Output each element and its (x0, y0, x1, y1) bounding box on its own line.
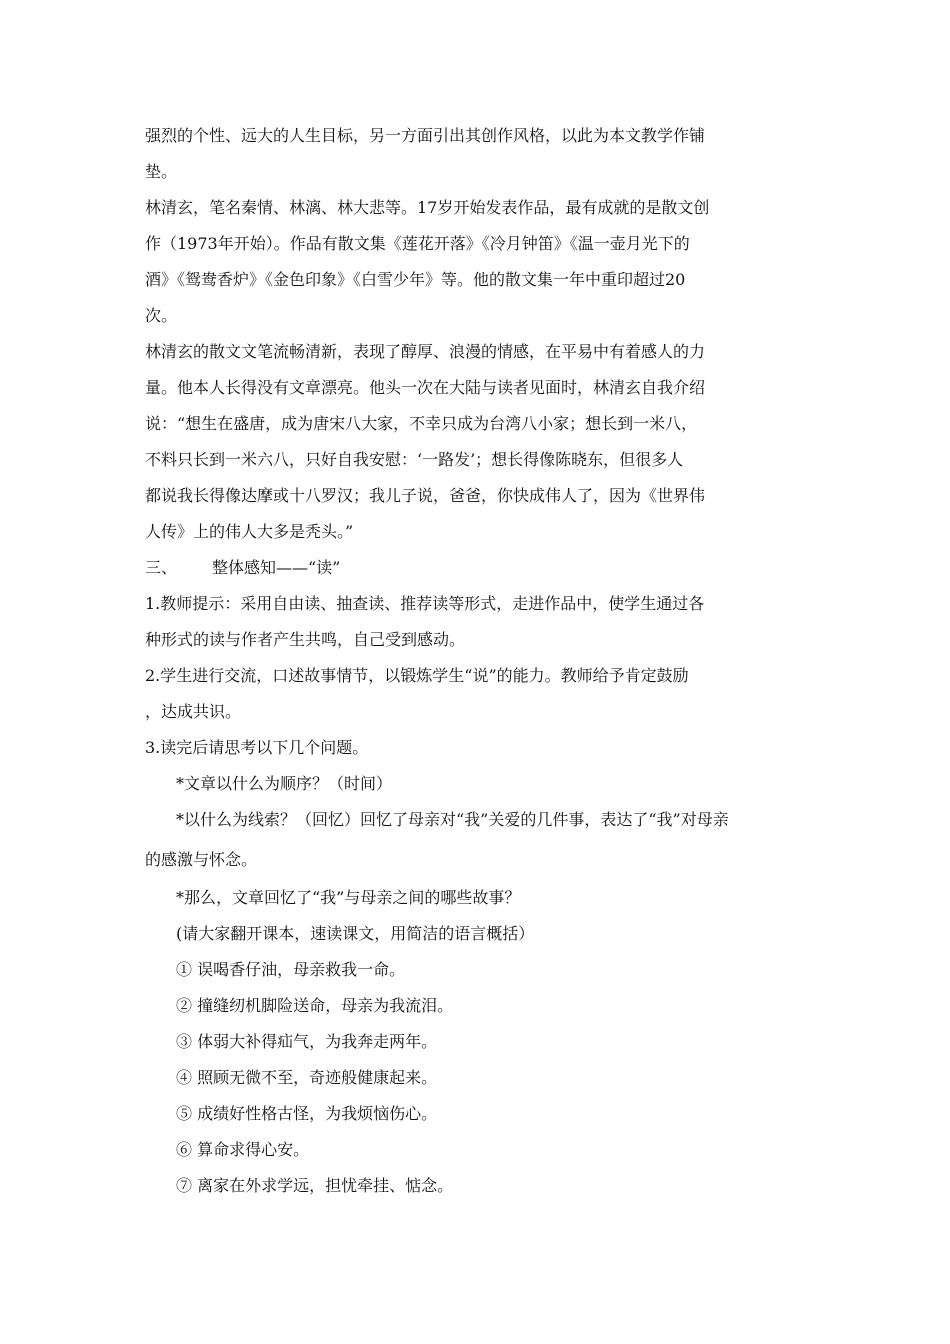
paragraph-line: 量。他本人长得没有文章漂亮。他头一次在大陆与读者见面时，林清玄自我介绍 (145, 378, 706, 397)
list-item: 1.教师提示：采用自由读、抽查读、推荐读等形式，走进作品中，使学生通过各 (145, 594, 705, 613)
story-item: ② 撞缝纫机脚险送命，母亲为我流泪。 (176, 996, 454, 1015)
paragraph-line: 酒》《鸳鸯香炉》《金色印象》《白雪少年》等。他的散文集一年中重印超过20 (145, 270, 686, 289)
list-item: 种形式的读与作者产生共鸣，自己受到感动。 (145, 630, 466, 649)
story-item: ⑤ 成绩好性格古怪，为我烦恼伤心。 (176, 1104, 438, 1123)
paragraph-line: 次。 (145, 306, 178, 325)
question-line: 的感激与怀念。 (145, 850, 258, 869)
paragraph-line: 人传》上的伟人大多是秃头。” (145, 522, 354, 541)
question-line: (请大家翻开课本，速读课文，用简洁的语言概括） (176, 924, 535, 943)
list-item: 2.学生进行交流，口述故事情节，以锻炼学生“说”的能力。教师给予肯定鼓励 (145, 666, 689, 685)
question-line: *那么，文章回忆了“我”与母亲之间的哪些故事？ (176, 888, 521, 907)
story-item: ③ 体弱大补得疝气，为我奔走两年。 (176, 1032, 438, 1051)
paragraph-line: 作（1973年开始）。作品有散文集《莲花开落》《冷月钟笛》《温一壶月光下的 (145, 234, 690, 253)
list-item: 3.读完后请思考以下几个问题。 (145, 738, 369, 757)
paragraph-line: 林清玄的散文文笔流畅清新，表现了醇厚、浪漫的情感，在平易中有着感人的力 (145, 342, 706, 361)
story-item: ④ 照顾无微不至，奇迹般健康起来。 (176, 1068, 438, 1087)
list-item: ，达成共识。 (145, 702, 242, 721)
paragraph-line: 垫。 (145, 162, 178, 181)
section-title: 整体感知——“读” (212, 558, 341, 577)
paragraph-line: 强烈的个性、远大的人生目标，另一方面引出其创作风格，以此为本文教学作铺 (145, 126, 706, 145)
question-line: *以什么为线索？（回忆）回忆了母亲对“我”关爱的几件事，表达了“我”对母亲 (176, 810, 729, 829)
paragraph-line: 说：“想生在盛唐，成为唐宋八大家，不幸只成为台湾八小家；想长到一米八， (145, 414, 698, 433)
question-line: *文章以什么为顺序？（时间） (176, 774, 393, 793)
story-item: ⑥ 算命求得心安。 (176, 1140, 310, 1159)
section-number: 三、 (145, 558, 178, 577)
story-item: ⑦ 离家在外求学远，担忧牵挂、惦念。 (176, 1176, 454, 1195)
paragraph-line: 林清玄，笔名秦情、林漓、林大悲等。17岁开始发表作品，最有成就的是散文创 (145, 198, 710, 217)
story-item: ① 误喝香仔油，母亲救我一命。 (176, 960, 406, 979)
paragraph-line: 不料只长到一米六八，只好自我安慰：‘一路发’；想长得像陈晓东，但很多人 (145, 450, 684, 469)
paragraph-line: 都说我长得像达摩或十八罗汉；我儿子说，爸爸，你快成伟人了，因为《世界伟 (145, 486, 706, 505)
